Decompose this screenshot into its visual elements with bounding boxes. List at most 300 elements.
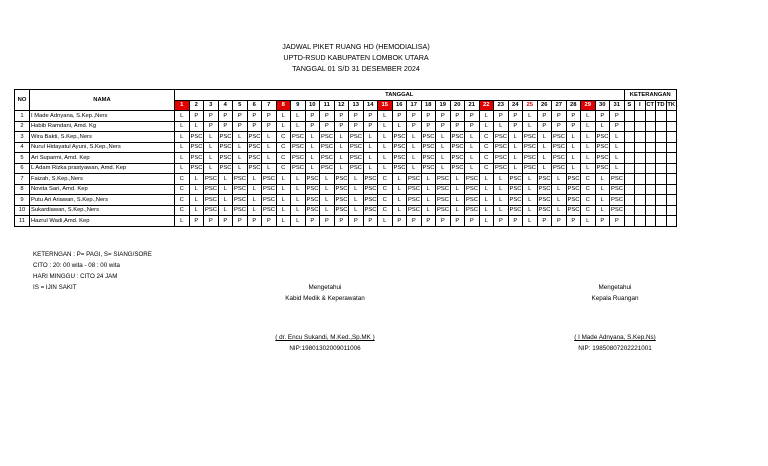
- shift-cell: P: [465, 121, 480, 132]
- shift-cell: P: [494, 216, 509, 227]
- shift-cell: L: [595, 205, 610, 216]
- staff-name: Wira Bakti, S.Kep.,Ners: [30, 132, 175, 143]
- shift-cell: P: [334, 121, 349, 132]
- shift-cell: C: [175, 195, 190, 206]
- shift-cell: L: [523, 184, 538, 195]
- shift-cell: L: [276, 184, 291, 195]
- shift-cell: PSC: [421, 163, 436, 174]
- shift-cell: L: [407, 142, 422, 153]
- shift-cell: P: [262, 216, 277, 227]
- shift-cell: L: [392, 174, 407, 185]
- shift-cell: P: [305, 216, 320, 227]
- keterangan-cell: [645, 163, 656, 174]
- shift-cell: PSC: [334, 174, 349, 185]
- shift-cell: PSC: [291, 153, 306, 164]
- shift-cell: PSC: [291, 163, 306, 174]
- shift-cell: L: [436, 142, 451, 153]
- keterangan-cell: [624, 121, 635, 132]
- shift-cell: L: [218, 195, 233, 206]
- header-tanggal: TANGGAL: [175, 90, 625, 101]
- shift-cell: L: [291, 111, 306, 122]
- day-header: 22: [479, 100, 494, 111]
- shift-cell: L: [378, 163, 393, 174]
- shift-cell: L: [218, 184, 233, 195]
- shift-cell: PSC: [436, 174, 451, 185]
- shift-cell: PSC: [610, 184, 625, 195]
- shift-cell: L: [421, 195, 436, 206]
- staff-name: I Made Adnyana, S.Kep.,Ners: [30, 111, 175, 122]
- shift-cell: L: [537, 163, 552, 174]
- shift-cell: P: [204, 216, 219, 227]
- shift-cell: L: [320, 205, 335, 216]
- sig-right-role: Kepala Ruangan: [591, 295, 639, 302]
- staff-name: Faizah, S.Kep.,Ners: [30, 174, 175, 185]
- shift-cell: PSC: [537, 195, 552, 206]
- keterangan-cell: [656, 111, 667, 122]
- shift-cell: P: [349, 216, 364, 227]
- shift-cell: C: [276, 132, 291, 143]
- shift-cell: L: [276, 205, 291, 216]
- shift-cell: L: [233, 142, 248, 153]
- shift-cell: L: [378, 121, 393, 132]
- shift-cell: PSC: [407, 184, 422, 195]
- shift-cell: PSC: [218, 153, 233, 164]
- shift-cell: P: [363, 111, 378, 122]
- shift-cell: L: [276, 195, 291, 206]
- shift-cell: PSC: [494, 153, 509, 164]
- shift-cell: L: [479, 174, 494, 185]
- shift-cell: L: [247, 174, 262, 185]
- shift-cell: L: [610, 132, 625, 143]
- shift-cell: P: [537, 121, 552, 132]
- shift-cell: PSC: [291, 132, 306, 143]
- shift-cell: P: [465, 216, 480, 227]
- day-header: 31: [610, 100, 625, 111]
- shift-cell: PSC: [523, 153, 538, 164]
- row-number: 3: [15, 132, 30, 143]
- shift-cell: L: [334, 132, 349, 143]
- day-header: 21: [465, 100, 480, 111]
- shift-cell: PSC: [349, 163, 364, 174]
- shift-cell: P: [262, 121, 277, 132]
- shift-cell: PSC: [537, 205, 552, 216]
- shift-cell: PSC: [305, 174, 320, 185]
- day-header: 6: [247, 100, 262, 111]
- shift-cell: L: [421, 205, 436, 216]
- shift-cell: P: [407, 121, 422, 132]
- keterangan-cell: [624, 163, 635, 174]
- shift-cell: L: [276, 174, 291, 185]
- table-row: [15, 216, 677, 227]
- keterangan-cell: [666, 132, 677, 143]
- keterangan-cell: [666, 184, 677, 195]
- shift-cell: P: [392, 216, 407, 227]
- shift-cell: C: [175, 205, 190, 216]
- shift-cell: PSC: [218, 163, 233, 174]
- shift-cell: L: [508, 163, 523, 174]
- keterangan-cell: [656, 184, 667, 195]
- shift-cell: P: [566, 121, 581, 132]
- sig-right-label: Mengetahui: [598, 284, 632, 291]
- keterangan-cell: [666, 142, 677, 153]
- shift-cell: L: [392, 184, 407, 195]
- shift-cell: PSC: [523, 163, 538, 174]
- shift-cell: PSC: [552, 163, 567, 174]
- shift-cell: P: [610, 216, 625, 227]
- day-header: 2: [189, 100, 204, 111]
- shift-cell: L: [494, 184, 509, 195]
- row-number: 1: [15, 111, 30, 122]
- legend-notes: [33, 249, 152, 293]
- shift-cell: P: [204, 111, 219, 122]
- shift-cell: PSC: [262, 184, 277, 195]
- shift-cell: P: [218, 216, 233, 227]
- keterangan-cell: [666, 153, 677, 164]
- keterangan-cell: [645, 216, 656, 227]
- shift-cell: L: [392, 121, 407, 132]
- shift-cell: PSC: [189, 132, 204, 143]
- shift-cell: PSC: [610, 174, 625, 185]
- shift-cell: L: [537, 132, 552, 143]
- keterangan-cell: [645, 184, 656, 195]
- shift-cell: L: [523, 111, 538, 122]
- sig-left-name: ( dr. Encu Sukandi, M.Ked.,Sp.MK ): [275, 334, 375, 341]
- keterangan-cell: [645, 142, 656, 153]
- shift-cell: L: [175, 121, 190, 132]
- shift-cell: L: [291, 174, 306, 185]
- shift-cell: P: [233, 111, 248, 122]
- shift-cell: L: [305, 153, 320, 164]
- shift-cell: L: [523, 121, 538, 132]
- shift-cell: PSC: [610, 205, 625, 216]
- shift-cell: P: [465, 111, 480, 122]
- shift-cell: PSC: [305, 195, 320, 206]
- day-header: 18: [421, 100, 436, 111]
- row-number: 5: [15, 153, 30, 164]
- shift-cell: P: [537, 216, 552, 227]
- shift-cell: L: [363, 132, 378, 143]
- keterangan-cell: [645, 121, 656, 132]
- shift-cell: L: [204, 132, 219, 143]
- shift-cell: P: [392, 111, 407, 122]
- shift-cell: L: [349, 195, 364, 206]
- keterangan-cell: [635, 153, 646, 164]
- shift-cell: PSC: [523, 142, 538, 153]
- shift-cell: PSC: [566, 195, 581, 206]
- shift-cell: PSC: [392, 153, 407, 164]
- row-number: 2: [15, 121, 30, 132]
- shift-cell: L: [247, 195, 262, 206]
- shift-cell: PSC: [247, 142, 262, 153]
- shift-cell: PSC: [465, 195, 480, 206]
- keterangan-cell: [645, 174, 656, 185]
- shift-cell: L: [566, 163, 581, 174]
- shift-cell: C: [378, 174, 393, 185]
- shift-cell: L: [175, 132, 190, 143]
- shift-cell: L: [320, 184, 335, 195]
- shift-cell: L: [581, 121, 596, 132]
- shift-cell: P: [494, 111, 509, 122]
- shift-cell: L: [552, 174, 567, 185]
- row-number: 8: [15, 184, 30, 195]
- day-header: 19: [436, 100, 451, 111]
- shift-cell: PSC: [233, 174, 248, 185]
- header-keterangan: KETERANGAN: [624, 90, 677, 101]
- shift-cell: L: [291, 205, 306, 216]
- keterangan-col-header: TK: [666, 100, 677, 111]
- day-header: 1: [175, 100, 190, 111]
- shift-cell: L: [436, 132, 451, 143]
- shift-cell: L: [581, 142, 596, 153]
- day-header: 27: [552, 100, 567, 111]
- shift-cell: P: [552, 216, 567, 227]
- shift-cell: PSC: [595, 163, 610, 174]
- keterangan-cell: [656, 153, 667, 164]
- shift-cell: PSC: [421, 153, 436, 164]
- shift-cell: P: [508, 216, 523, 227]
- shift-cell: P: [436, 216, 451, 227]
- shift-cell: L: [552, 195, 567, 206]
- shift-cell: PSC: [349, 153, 364, 164]
- shift-cell: L: [291, 121, 306, 132]
- shift-cell: PSC: [450, 153, 465, 164]
- shift-cell: PSC: [450, 132, 465, 143]
- shift-cell: L: [204, 142, 219, 153]
- shift-cell: L: [595, 121, 610, 132]
- shift-cell: PSC: [334, 184, 349, 195]
- keterangan-cell: [666, 205, 677, 216]
- shift-cell: PSC: [363, 174, 378, 185]
- shift-cell: L: [610, 163, 625, 174]
- shift-cell: P: [320, 216, 335, 227]
- shift-cell: L: [363, 163, 378, 174]
- shift-cell: PSC: [392, 142, 407, 153]
- staff-name: Putu Ari Ariawan, S.Kep.,Ners: [30, 195, 175, 206]
- keterangan-cell: [624, 153, 635, 164]
- keterangan-cell: [656, 163, 667, 174]
- signature-right: [545, 282, 685, 354]
- keterangan-cell: [656, 205, 667, 216]
- keterangan-cell: [624, 174, 635, 185]
- shift-cell: L: [378, 142, 393, 153]
- shift-cell: P: [218, 111, 233, 122]
- shift-cell: L: [189, 184, 204, 195]
- shift-cell: L: [465, 132, 480, 143]
- shift-cell: L: [262, 163, 277, 174]
- keterangan-cell: [656, 216, 667, 227]
- shift-cell: L: [523, 195, 538, 206]
- shift-cell: L: [421, 174, 436, 185]
- shift-cell: P: [450, 121, 465, 132]
- staff-name: Sukardiawan, S.Kep.,Ners: [30, 205, 175, 216]
- shift-cell: L: [175, 111, 190, 122]
- note-line-2: CITO : 20: 00 wita - 08 : 00 wita: [33, 262, 120, 269]
- shift-cell: L: [508, 153, 523, 164]
- day-header: 29: [581, 100, 596, 111]
- shift-cell: L: [320, 195, 335, 206]
- shift-cell: PSC: [537, 174, 552, 185]
- staff-name: Hazrul Wadi,Amd. Kep: [30, 216, 175, 227]
- row-number: 6: [15, 163, 30, 174]
- keterangan-cell: [624, 195, 635, 206]
- keterangan-cell: [645, 205, 656, 216]
- shift-cell: L: [479, 111, 494, 122]
- shift-cell: L: [566, 132, 581, 143]
- shift-cell: L: [421, 184, 436, 195]
- shift-cell: PSC: [508, 174, 523, 185]
- shift-cell: P: [262, 111, 277, 122]
- staff-name: Nurul Hidayatul Ayuni, S.Kep.,Ners: [30, 142, 175, 153]
- shift-cell: L: [189, 174, 204, 185]
- shift-cell: L: [465, 163, 480, 174]
- keterangan-cell: [645, 132, 656, 143]
- day-header: 16: [392, 100, 407, 111]
- keterangan-cell: [624, 132, 635, 143]
- shift-cell: L: [436, 153, 451, 164]
- shift-cell: PSC: [552, 142, 567, 153]
- shift-cell: PSC: [204, 195, 219, 206]
- shift-cell: P: [349, 121, 364, 132]
- row-number: 7: [15, 174, 30, 185]
- keterangan-cell: [656, 174, 667, 185]
- shift-cell: L: [566, 153, 581, 164]
- shift-cell: L: [291, 216, 306, 227]
- shift-cell: P: [595, 216, 610, 227]
- day-header: 20: [450, 100, 465, 111]
- shift-cell: C: [276, 163, 291, 174]
- shift-cell: L: [479, 121, 494, 132]
- shift-cell: L: [479, 216, 494, 227]
- shift-cell: C: [378, 195, 393, 206]
- header-name: NAMA: [30, 90, 175, 111]
- shift-cell: L: [233, 132, 248, 143]
- shift-cell: L: [233, 163, 248, 174]
- signature-left: [255, 282, 395, 354]
- shift-cell: L: [494, 174, 509, 185]
- keterangan-col-header: CT: [645, 100, 656, 111]
- shift-cell: P: [305, 121, 320, 132]
- shift-cell: L: [189, 121, 204, 132]
- shift-cell: L: [581, 111, 596, 122]
- table-row: [15, 111, 677, 122]
- shift-cell: C: [175, 184, 190, 195]
- shift-cell: L: [291, 195, 306, 206]
- shift-cell: PSC: [363, 184, 378, 195]
- shift-cell: L: [465, 142, 480, 153]
- shift-cell: PSC: [610, 195, 625, 206]
- shift-cell: L: [349, 184, 364, 195]
- table-row: [15, 163, 677, 174]
- day-header: 8: [276, 100, 291, 111]
- shift-cell: PSC: [450, 163, 465, 174]
- shift-cell: P: [218, 121, 233, 132]
- shift-cell: L: [407, 132, 422, 143]
- shift-cell: L: [581, 153, 596, 164]
- shift-cell: L: [262, 132, 277, 143]
- shift-cell: P: [363, 216, 378, 227]
- keterangan-cell: [624, 184, 635, 195]
- shift-cell: PSC: [407, 174, 422, 185]
- keterangan-cell: [635, 111, 646, 122]
- shift-cell: P: [552, 121, 567, 132]
- shift-cell: C: [479, 153, 494, 164]
- shift-cell: PSC: [247, 163, 262, 174]
- day-header: 5: [233, 100, 248, 111]
- shift-cell: PSC: [421, 142, 436, 153]
- shift-cell: P: [421, 111, 436, 122]
- row-number: 9: [15, 195, 30, 206]
- shift-cell: C: [581, 184, 596, 195]
- keterangan-cell: [656, 142, 667, 153]
- sig-left-role: Kabid Medik & Keperawatan: [285, 295, 365, 302]
- day-header: 13: [349, 100, 364, 111]
- shift-cell: PSC: [595, 153, 610, 164]
- shift-cell: L: [436, 163, 451, 174]
- shift-cell: PSC: [465, 174, 480, 185]
- shift-cell: P: [421, 216, 436, 227]
- keterangan-cell: [624, 142, 635, 153]
- shift-cell: L: [523, 216, 538, 227]
- shift-cell: L: [320, 174, 335, 185]
- shift-cell: P: [407, 111, 422, 122]
- keterangan-cell: [624, 111, 635, 122]
- shift-cell: PSC: [233, 205, 248, 216]
- table-row: [15, 184, 677, 195]
- shift-cell: L: [581, 132, 596, 143]
- day-header: 10: [305, 100, 320, 111]
- shift-cell: P: [436, 111, 451, 122]
- shift-cell: P: [552, 111, 567, 122]
- day-header: 12: [334, 100, 349, 111]
- shift-cell: L: [610, 142, 625, 153]
- shift-cell: PSC: [233, 195, 248, 206]
- shift-cell: L: [262, 153, 277, 164]
- shift-cell: L: [465, 153, 480, 164]
- shift-cell: L: [175, 153, 190, 164]
- shift-cell: P: [349, 111, 364, 122]
- shift-cell: PSC: [407, 195, 422, 206]
- shift-cell: L: [175, 142, 190, 153]
- shift-cell: P: [247, 216, 262, 227]
- shift-cell: PSC: [363, 205, 378, 216]
- shift-cell: L: [363, 142, 378, 153]
- shift-cell: PSC: [407, 205, 422, 216]
- table-row: [15, 174, 677, 185]
- sig-left-label: Mengetahui: [308, 284, 342, 291]
- row-number: 10: [15, 205, 30, 216]
- shift-cell: PSC: [537, 184, 552, 195]
- shift-cell: P: [407, 216, 422, 227]
- shift-cell: L: [479, 205, 494, 216]
- shift-cell: L: [479, 195, 494, 206]
- shift-cell: P: [233, 216, 248, 227]
- table-row: [15, 153, 677, 164]
- shift-cell: P: [595, 111, 610, 122]
- shift-cell: L: [537, 142, 552, 153]
- staff-name: L Adam Rizka prastyawan, Amd. Kep: [30, 163, 175, 174]
- shift-cell: PSC: [494, 163, 509, 174]
- shift-cell: PSC: [262, 205, 277, 216]
- keterangan-cell: [666, 121, 677, 132]
- shift-cell: PSC: [508, 205, 523, 216]
- shift-cell: L: [450, 174, 465, 185]
- shift-cell: L: [305, 142, 320, 153]
- day-header: 30: [595, 100, 610, 111]
- shift-cell: L: [247, 205, 262, 216]
- shift-cell: L: [378, 132, 393, 143]
- shift-cell: P: [450, 216, 465, 227]
- keterangan-cell: [635, 163, 646, 174]
